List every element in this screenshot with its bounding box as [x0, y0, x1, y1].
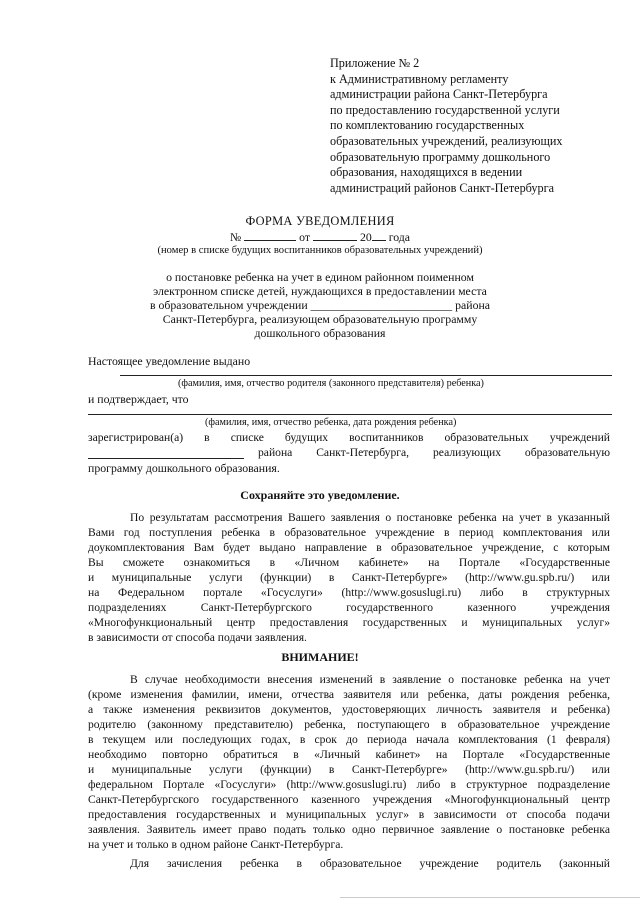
appendix-line: администрации района Санкт-Петербурга — [330, 87, 548, 102]
number-from: от — [299, 230, 311, 244]
subject-line: Санкт-Петербурга, реализующем образовательную программу — [162, 312, 478, 326]
result-line: По результатам рассмотрения Вашего заявления о постановке ребенка на учет в указанный — [130, 511, 610, 524]
attention-line: предоставления государственных и муниципальных услуг» в зависимости от способа подачи — [88, 808, 610, 821]
result-line: на Федеральном портале «Госуслуги» (http://www.gosuslugi.ru) либо в структурных — [88, 586, 610, 599]
confirms-label: и подтверждает, что — [88, 392, 189, 406]
number-prefix: № — [229, 230, 242, 244]
appendix-line: образовательных учреждений, реализующих — [330, 133, 563, 148]
subject-line: электронном списке детей, нуждающихся в предоставлении места — [153, 284, 487, 298]
attention-line: (кроме изменения фамилии, имени, отчества заявителя или ребенка, даты рождения ребенка, — [88, 688, 610, 701]
registered-line: зарегистрирован(а) в списке будущих воспитанников образовательных учреждений — [88, 431, 610, 444]
form-title: ФОРМА УВЕДОМЛЕНИЯ — [245, 214, 395, 228]
attention-line: и муниципальные услуги (функции) в Санкт-Петербурге» (http://www.gu.spb.ru/) или — [88, 763, 610, 776]
attention-line: заявления. Заявитель имеет право подать только одно первичное заявление о постановке ребенка — [88, 823, 610, 836]
attention-line: федеральном Портале «Госуслуги» (http://www.gosuslugi.ru) либо в структурное подразделение — [88, 778, 610, 791]
child-caption: (фамилия, имя, отчество ребенка, дата рождения ребенка) — [205, 417, 457, 428]
result-line: Вами год поступления ребенка в образовательное учреждение в период комплектования или — [88, 526, 610, 539]
attention-line: а также изменения реквизитов документов, удостоверяющих личность заявителя и ребенка) — [88, 703, 610, 716]
result-line: в зависимости от способа подачи заявления. — [88, 631, 307, 644]
save-notice: Сохраняйте это уведомление. — [240, 488, 400, 502]
date-blank — [313, 230, 357, 241]
parent-caption: (фамилия, имя, отчество родителя (законного представителя) ребенка) — [178, 378, 484, 389]
result-line: Вы сможете ознакомиться в «Личном кабинете» на Портале «Государственные — [88, 556, 610, 569]
issued-label: Настоящее уведомление выдано — [88, 354, 251, 368]
year-blank — [372, 230, 386, 241]
attention-line: родителю (законному представителю) ребенка, поступающего в образовательное учреждение — [88, 718, 610, 731]
result-line: и муниципальные услуги (функции) в Санкт-Петербурге» (http://www.gu.spb.ru/) или — [88, 571, 610, 584]
attention-line: в текущем или последующих годах, в срок до периода начала комплектования (1 февраля) — [88, 733, 610, 746]
child-name-line — [88, 414, 612, 415]
attention-line: Санкт-Петербургского государственного казенного учреждения «Многофункциональный центр — [88, 793, 610, 806]
result-line: доукомплектования Вам будет выдано направление в образовательное учреждение, с которым — [88, 541, 610, 554]
attention-line: необходимо повторно обратиться в «Личный кабинет» на Портале «Государственные — [88, 748, 610, 761]
parent-name-line — [120, 375, 612, 376]
result-line: подразделениях Санкт-Петербургского государственного казенного учреждения — [88, 601, 610, 614]
appendix-line: к Административному регламенту — [330, 71, 509, 86]
appendix-line: по предоставлению государственной услуги — [330, 102, 560, 117]
appendix-line: администраций районов Санкт-Петербурга — [330, 180, 555, 195]
result-line: «Многофункциональный центр предоставления государственных и муниципальных услуг» — [88, 616, 610, 629]
attention-line: В случае необходимости внесения изменений в заявление о постановке ребенка на учет — [130, 673, 610, 686]
form-number-note: (номер в списке будущих воспитанников образовательных учреждений) — [157, 245, 483, 256]
last-line: Для зачисления ребенка в образовательное учреждение родитель (законный — [130, 857, 610, 870]
appendix-line: по комплектованию государственных — [330, 118, 525, 133]
scan-edge-line — [340, 897, 640, 898]
appendix-line: Приложение № 2 — [330, 56, 420, 70]
appendix-header — [330, 56, 620, 196]
form-number-line — [0, 230, 640, 245]
registered-line: программу дошкольного образования. — [88, 461, 280, 475]
attention-line: на учет и только в одном районе Санкт-Петербурга. — [88, 838, 344, 851]
subject-line: о постановке ребенка на учет в едином районном поименном — [166, 270, 474, 284]
attention-title: ВНИМАНИЕ! — [281, 650, 359, 664]
subject-line: в образовательном учреждении ________________________ района — [149, 298, 491, 312]
appendix-line: образования, находящихся в ведении — [330, 165, 523, 180]
appendix-line: образовательную программу дошкольного — [330, 149, 551, 164]
registered-line: района Санкт-Петербурга, реализующих образовательную — [258, 446, 610, 459]
number-year: 20 — [359, 230, 372, 244]
number-blank — [244, 230, 296, 241]
number-year-suffix: года — [388, 230, 411, 244]
subject-line: дошкольного образования — [254, 326, 386, 340]
district-blank — [88, 458, 244, 459]
